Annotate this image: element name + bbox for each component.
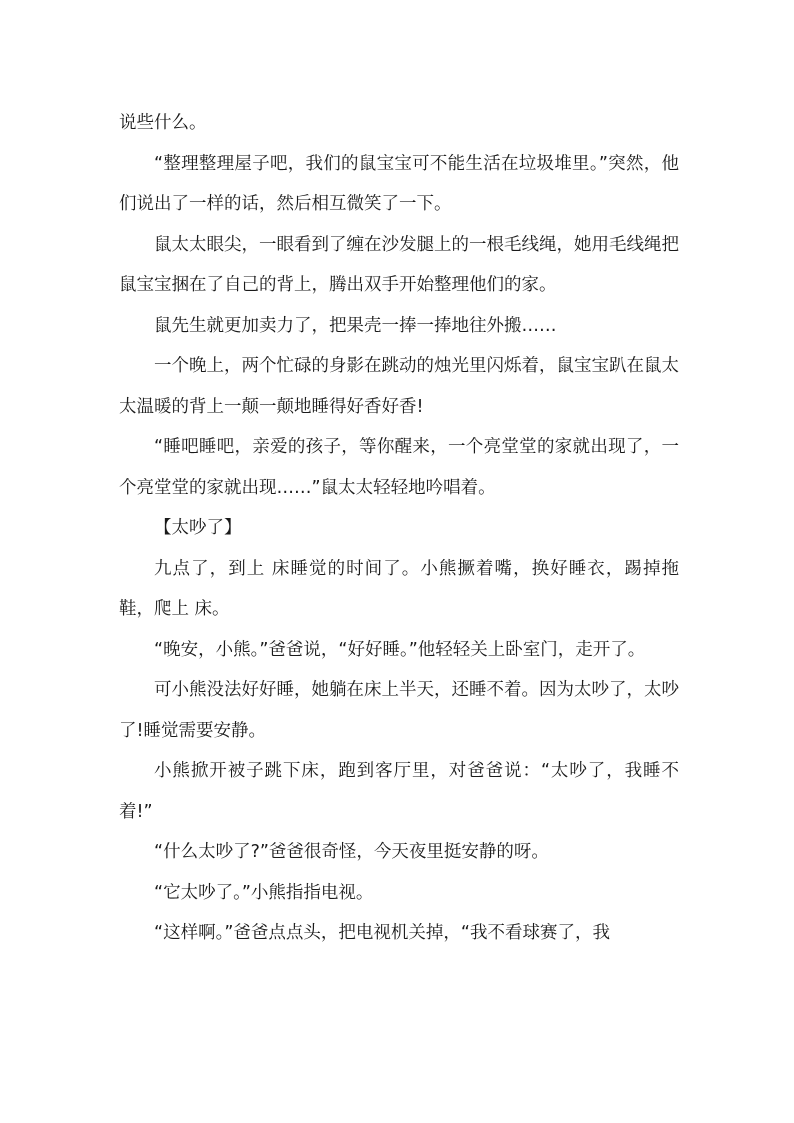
paragraph: “什么太吵了?”爸爸很奇怪，今天夜里挺安静的呀。 xyxy=(154,842,549,862)
paragraph: “晚安，小熊。”爸爸说，“好好睡。”他轻轻关上卧室门，走开了。 xyxy=(154,639,646,660)
paragraph: “睡吧睡吧，亲爱的孩子，等你醒来，一个亮堂堂的家就出现了，一个亮堂堂的家就出现……”鼠太太轻轻地吟唱着。 xyxy=(119,437,679,498)
story-text xyxy=(119,103,679,954)
paragraph: 可小熊没法好好睡，她躺在床上半天，还睡不着。因为太吵了，太吵了!睡觉需要安静。 xyxy=(119,680,679,741)
paragraph: 说些什么。 xyxy=(119,113,207,133)
section-heading: 【太吵了】 xyxy=(154,518,242,538)
paragraph: 鼠太太眼尖，一眼看到了缠在沙发腿上的一根毛线绳，她用毛线绳把鼠宝宝捆在了自己的背上，腾出双手开始整理他们的家。 xyxy=(119,234,679,295)
paragraph: “整理整理屋子吧，我们的鼠宝宝可不能生活在垃圾堆里。”突然，他们说出了一样的话，然后相互微笑了一下。 xyxy=(119,153,679,214)
paragraph: 一个晚上，两个忙碌的身影在跳动的烛光里闪烁着，鼠宝宝趴在鼠太太温暖的背上一颠一颠地睡得好香好香! xyxy=(119,356,679,417)
paragraph: “这样啊。”爸爸点点头，把电视机关掉，“我不看球赛了，我 xyxy=(154,923,610,943)
paragraph: 九点了，到上 床睡觉的时间了。小熊撅着嘴，换好睡衣，踢掉拖鞋，爬上 床。 xyxy=(119,558,679,619)
paragraph: “它太吵了。”小熊指指电视。 xyxy=(154,882,374,903)
paragraph: 鼠先生就更加卖力了，把果壳一捧一捧地往外搬…… xyxy=(154,315,557,336)
paragraph: 小熊掀开被子跳下床，跑到客厅里，对爸爸说：“太吵了，我睡不着!” xyxy=(119,761,679,822)
